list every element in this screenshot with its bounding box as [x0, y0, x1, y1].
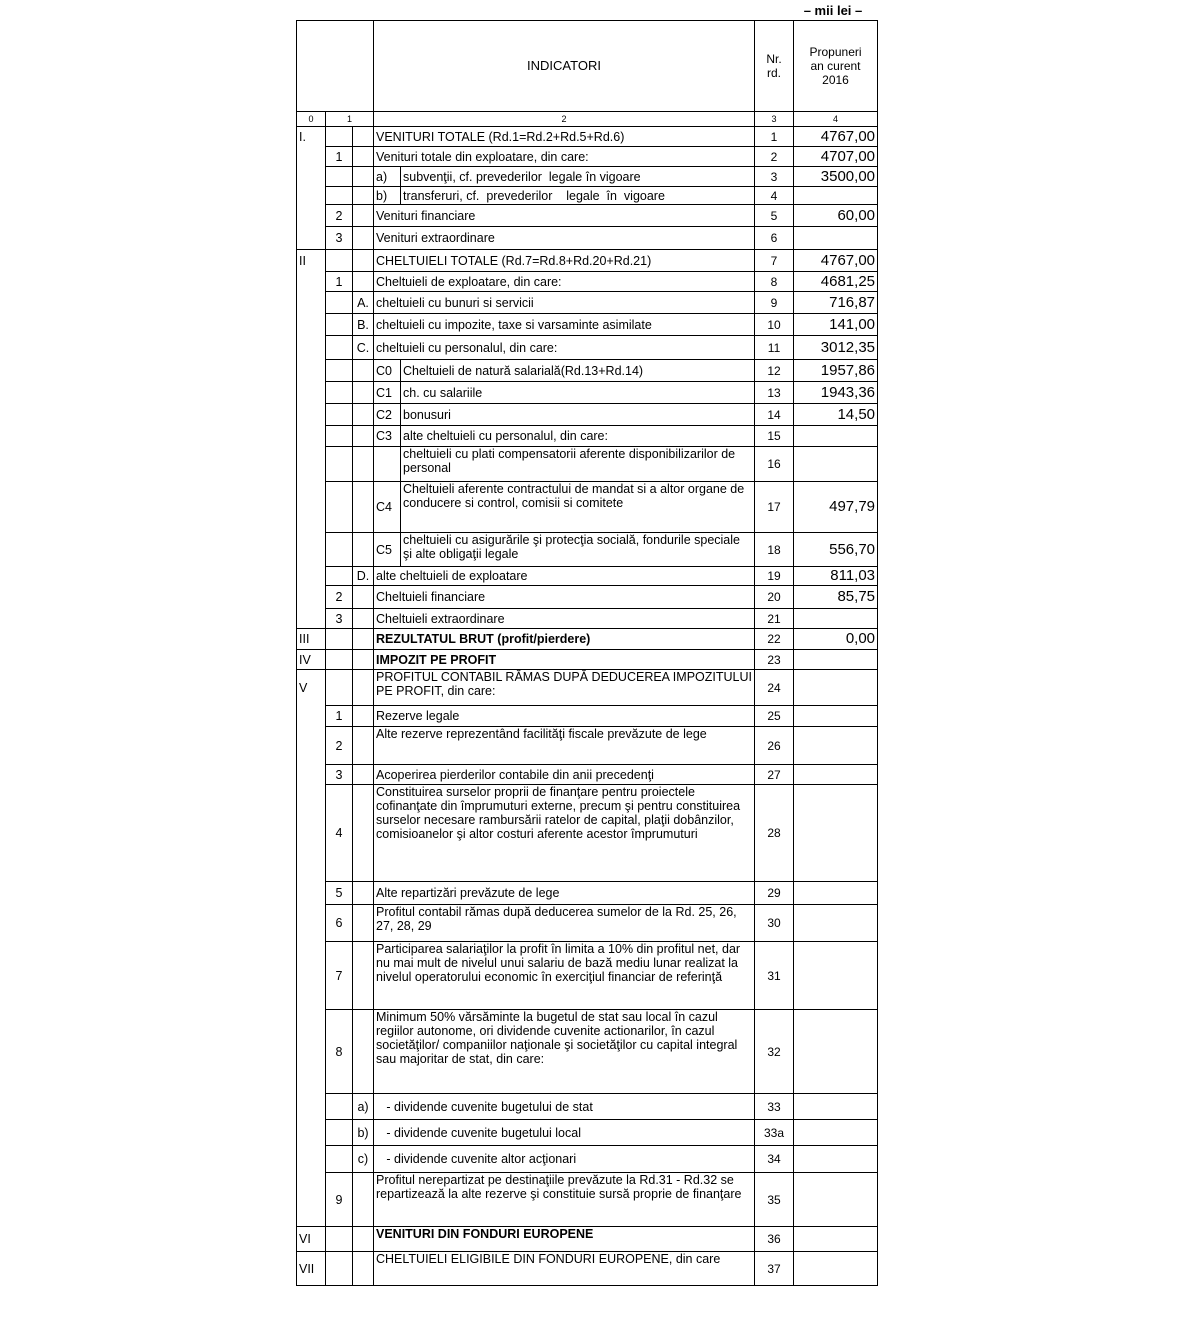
row-indicator-text: IMPOZIT PE PROFIT [374, 650, 755, 670]
row-letter-blank [353, 227, 374, 250]
row-number: 24 [755, 670, 794, 706]
row-letter-blank [353, 586, 374, 609]
row-roman-number [297, 205, 326, 227]
row-roman-number: II [297, 250, 326, 272]
row-letter-blank [353, 205, 374, 227]
row-value [794, 1252, 878, 1286]
row-subsection-number [326, 482, 353, 533]
row-subsection-number: 9 [326, 1173, 353, 1227]
row-value [794, 670, 878, 706]
row-roman-number: III [297, 629, 326, 650]
row-number: 35 [755, 1173, 794, 1227]
header-propuneri: Propuneri an curent 2016 [794, 21, 878, 112]
row-indicator-text: - dividende cuvenite bugetului de stat [374, 1094, 755, 1120]
row-indicator-text: alte cheltuieli de exploatare [374, 567, 755, 586]
row-letter [353, 404, 374, 426]
row-value: 556,70 [794, 533, 878, 567]
row-number: 22 [755, 629, 794, 650]
row-subsection-number [326, 567, 353, 586]
row-roman-number [297, 1146, 326, 1173]
row-roman-number: VII [297, 1252, 326, 1286]
header-nr-rd: Nr. rd. [755, 21, 794, 112]
table-row [297, 292, 878, 314]
row-subsection-number [326, 127, 353, 147]
row-number: 6 [755, 227, 794, 250]
budget-table-body [297, 21, 878, 1286]
row-indicator-text: PROFITUL CONTABIL RĂMAS DUPĂ DEDUCEREA IMPOZITULUI PE PROFIT, din care: [374, 670, 755, 706]
row-subsection-number [326, 404, 353, 426]
row-letter-blank [353, 629, 374, 650]
row-indicator-text: Cheltuieli de exploatare, din care: [374, 272, 755, 292]
row-roman-number: V [297, 670, 326, 706]
row-number: 30 [755, 905, 794, 942]
row-subsection-number: 3 [326, 765, 353, 785]
row-sub-code: C3 [374, 426, 401, 447]
row-indicator-text: Profitul contabil rămas după deducerea sumelor de la Rd. 25, 26, 27, 28, 29 [374, 905, 755, 942]
row-number: 7 [755, 250, 794, 272]
row-value [794, 706, 878, 727]
row-indicator-text: cheltuieli cu bunuri si servicii [374, 292, 755, 314]
row-value [794, 447, 878, 482]
row-sub-code: C4 [374, 482, 401, 533]
row-indicator-text: Minimum 50% vărsăminte la bugetul de stat sau local în cazul regiilor autonome, ori dividende cuvenite actionarilor, în cazul societăţilor/ companiilor naţionale şi societăţilor cu capital integral sau majoritar de stat, din care: [374, 1010, 755, 1094]
row-value: 4767,00 [794, 250, 878, 272]
row-subsection-number [326, 426, 353, 447]
row-subsection-number: 2 [326, 205, 353, 227]
row-number: 34 [755, 1146, 794, 1173]
row-number: 31 [755, 942, 794, 1010]
row-subsection-number [326, 629, 353, 650]
table-row [297, 1146, 878, 1173]
row-roman-number [297, 727, 326, 765]
row-number: 12 [755, 360, 794, 382]
row-value [794, 765, 878, 785]
row-roman-number [297, 314, 326, 336]
row-roman-number [297, 167, 326, 187]
row-value [794, 227, 878, 250]
row-subsection-number [326, 447, 353, 482]
row-letter-blank [353, 1227, 374, 1252]
table-row [297, 785, 878, 882]
row-letter-blank [353, 609, 374, 629]
row-letter-blank [353, 250, 374, 272]
row-indicator-text: ch. cu salariile [401, 382, 755, 404]
row-indicator-text: subvenţii, cf. prevederilor legale în vigoare [401, 167, 755, 187]
row-subsection-number [326, 533, 353, 567]
row-letter-blank [353, 727, 374, 765]
row-value [794, 187, 878, 205]
table-row [297, 629, 878, 650]
row-number: 18 [755, 533, 794, 567]
table-row [297, 533, 878, 567]
row-subsection-number [326, 167, 353, 187]
row-value: 0,00 [794, 629, 878, 650]
row-letter [353, 426, 374, 447]
row-number: 36 [755, 1227, 794, 1252]
row-value: 4707,00 [794, 147, 878, 167]
row-roman-number [297, 336, 326, 360]
row-sub-code: C1 [374, 382, 401, 404]
row-roman-number [297, 765, 326, 785]
row-number: 10 [755, 314, 794, 336]
row-number: 20 [755, 586, 794, 609]
row-roman-number [297, 147, 326, 167]
row-value: 4767,00 [794, 127, 878, 147]
row-indicator-text: Venituri financiare [374, 205, 755, 227]
column-index: 3 [755, 112, 794, 127]
table-row [297, 609, 878, 629]
row-value: 3012,35 [794, 336, 878, 360]
row-value [794, 942, 878, 1010]
row-indicator-text: cheltuieli cu personalul, din care: [374, 336, 755, 360]
row-roman-number: I. [297, 127, 326, 147]
row-number: 9 [755, 292, 794, 314]
row-letter-blank [353, 147, 374, 167]
table-row [297, 882, 878, 905]
table-row [297, 426, 878, 447]
header-blank [353, 21, 374, 112]
row-roman-number [297, 447, 326, 482]
row-subsection-number [326, 1094, 353, 1120]
table-row [297, 1120, 878, 1146]
row-roman-number [297, 272, 326, 292]
unit-label: – mii lei – [803, 3, 863, 18]
row-indicator-text: Cheltuieli aferente contractului de mandat si a altor organe de conducere si control, comisii si comitete [401, 482, 755, 533]
row-letter-blank [353, 670, 374, 706]
budget-table [296, 20, 878, 1286]
row-number: 21 [755, 609, 794, 629]
row-letter: D. [353, 567, 374, 586]
row-roman-number [297, 785, 326, 882]
row-number: 27 [755, 765, 794, 785]
table-row [297, 447, 878, 482]
row-letter-blank [353, 650, 374, 670]
row-subsection-number [326, 336, 353, 360]
row-indicator-text: cheltuieli cu plati compensatorii aferente disponibilizarilor de personal [401, 447, 755, 482]
row-subsection-number: 1 [326, 272, 353, 292]
row-value: 60,00 [794, 205, 878, 227]
row-letter-blank [353, 272, 374, 292]
row-letter: b) [374, 187, 401, 205]
row-roman-number [297, 1173, 326, 1227]
table-row [297, 205, 878, 227]
row-subsection-number: 2 [326, 586, 353, 609]
row-roman-number [297, 292, 326, 314]
row-roman-number [297, 1010, 326, 1094]
row-value [794, 1094, 878, 1120]
row-letter-blank [353, 1252, 374, 1286]
row-indicator-text: - dividende cuvenite bugetului local [374, 1120, 755, 1146]
row-value [794, 1227, 878, 1252]
row-value [794, 650, 878, 670]
row-roman-number [297, 1120, 326, 1146]
table-row [297, 360, 878, 382]
row-indicator-text: Profitul nerepartizat pe destinaţiile prevăzute la Rd.31 - Rd.32 se repartizează la alte rezerve şi constituie sursă proprie de finanţare [374, 1173, 755, 1227]
row-subsection-number [326, 1120, 353, 1146]
header-blank [326, 21, 353, 112]
table-row [297, 272, 878, 292]
row-indicator-text: CHELTUIELI TOTALE (Rd.7=Rd.8+Rd.20+Rd.21) [374, 250, 755, 272]
row-letter-blank [353, 127, 374, 147]
row-subsection-number [326, 650, 353, 670]
table-row [297, 404, 878, 426]
row-value [794, 1010, 878, 1094]
row-number: 37 [755, 1252, 794, 1286]
table-row [297, 765, 878, 785]
row-roman-number [297, 227, 326, 250]
row-roman-number [297, 609, 326, 629]
row-indicator-text: Cheltuieli extraordinare [374, 609, 755, 629]
row-indicator-text: transferuri, cf. prevederilor legale în vigoare [401, 187, 755, 205]
row-value: 85,75 [794, 586, 878, 609]
table-row [297, 250, 878, 272]
row-number: 11 [755, 336, 794, 360]
row-roman-number [297, 567, 326, 586]
row-number: 15 [755, 426, 794, 447]
row-subsection-number: 1 [326, 147, 353, 167]
row-value [794, 1146, 878, 1173]
row-value: 497,79 [794, 482, 878, 533]
table-row [297, 1252, 878, 1286]
row-letter-blank [353, 1010, 374, 1094]
row-subsection-number [326, 1227, 353, 1252]
row-roman-number [297, 942, 326, 1010]
table-row [297, 727, 878, 765]
row-sub-code: C0 [374, 360, 401, 382]
header-blank [297, 21, 326, 112]
table-row [297, 567, 878, 586]
table-row [297, 670, 878, 706]
row-letter: b) [353, 1120, 374, 1146]
row-subsection-number: 3 [326, 227, 353, 250]
row-letter [353, 533, 374, 567]
table-row [297, 905, 878, 942]
row-value [794, 905, 878, 942]
row-indicator-text: Rezerve legale [374, 706, 755, 727]
row-value [794, 1120, 878, 1146]
header-row [297, 21, 878, 112]
row-number: 28 [755, 785, 794, 882]
row-value: 3500,00 [794, 167, 878, 187]
row-number: 2 [755, 147, 794, 167]
row-indicator-text: cheltuieli cu impozite, taxe si varsaminte asimilate [374, 314, 755, 336]
row-subsection-number [326, 670, 353, 706]
row-number: 23 [755, 650, 794, 670]
row-roman-number [297, 1094, 326, 1120]
table-row [297, 382, 878, 404]
table-row [297, 1010, 878, 1094]
row-letter [353, 360, 374, 382]
row-value: 14,50 [794, 404, 878, 426]
column-index: 0 [297, 112, 326, 127]
row-number: 26 [755, 727, 794, 765]
row-indicator-text: Venituri totale din exploatare, din care: [374, 147, 755, 167]
row-value [794, 1173, 878, 1227]
row-letter-blank [353, 942, 374, 1010]
row-roman-number [297, 360, 326, 382]
row-value [794, 609, 878, 629]
table-row [297, 586, 878, 609]
row-subsection-number [326, 314, 353, 336]
row-subsection-number: 6 [326, 905, 353, 942]
row-subsection-number: 3 [326, 609, 353, 629]
row-indicator-text: cheltuieli cu asigurările şi protecţia socială, fondurile speciale şi alte obligaţii legale [401, 533, 755, 567]
table-row [297, 1173, 878, 1227]
row-roman-number [297, 882, 326, 905]
row-number: 29 [755, 882, 794, 905]
row-indicator-text: Participarea salariaţilor la profit în limita a 10% din profitul net, dar nu mai mult de nivelul unui salariu de bază mediu lunar realizat la nivelul operatorului economic în exerciţiul financiar de referinţă [374, 942, 755, 1010]
row-indicator-text: - dividende cuvenite altor acţionari [374, 1146, 755, 1173]
table-row [297, 1094, 878, 1120]
table-row [297, 1227, 878, 1252]
row-letter: a) [374, 167, 401, 187]
row-indicator-text: REZULTATUL BRUT (profit/pierdere) [374, 629, 755, 650]
table-row [297, 147, 878, 167]
row-number: 17 [755, 482, 794, 533]
column-index: 4 [794, 112, 878, 127]
row-subsection-number [326, 1146, 353, 1173]
row-roman-number [297, 905, 326, 942]
row-letter-blank [353, 167, 374, 187]
row-indicator-text: VENITURI DIN FONDURI EUROPENE [374, 1227, 755, 1252]
row-number: 8 [755, 272, 794, 292]
row-number: 3 [755, 167, 794, 187]
row-number: 13 [755, 382, 794, 404]
row-letter: C. [353, 336, 374, 360]
row-roman-number [297, 382, 326, 404]
row-indicator-text: Acoperirea pierderilor contabile din anii precedenţi [374, 765, 755, 785]
row-letter [353, 482, 374, 533]
row-subsection-number: 7 [326, 942, 353, 1010]
row-number: 33 [755, 1094, 794, 1120]
row-indicator-text: VENITURI TOTALE (Rd.1=Rd.2+Rd.5+Rd.6) [374, 127, 755, 147]
table-row [297, 336, 878, 360]
row-letter-blank [353, 706, 374, 727]
row-indicator-text: CHELTUIELI ELIGIBILE DIN FONDURI EUROPENE, din care [374, 1252, 755, 1286]
row-letter [353, 447, 374, 482]
row-number: 4 [755, 187, 794, 205]
row-letter: B. [353, 314, 374, 336]
row-subsection-number: 1 [326, 706, 353, 727]
row-subsection-number [326, 382, 353, 404]
row-indicator-text: Venituri extraordinare [374, 227, 755, 250]
row-value: 1943,36 [794, 382, 878, 404]
row-letter-blank [353, 765, 374, 785]
table-row [297, 650, 878, 670]
row-subsection-number: 5 [326, 882, 353, 905]
column-index: 2 [374, 112, 755, 127]
row-roman-number [297, 187, 326, 205]
row-subsection-number [326, 187, 353, 205]
row-value: 4681,25 [794, 272, 878, 292]
table-row [297, 482, 878, 533]
row-value: 1957,86 [794, 360, 878, 382]
row-sub-code: C2 [374, 404, 401, 426]
row-subsection-number: 4 [326, 785, 353, 882]
row-roman-number [297, 404, 326, 426]
table-row [297, 706, 878, 727]
row-roman-number [297, 426, 326, 447]
row-value [794, 785, 878, 882]
row-value [794, 727, 878, 765]
row-roman-number [297, 706, 326, 727]
row-subsection-number: 2 [326, 727, 353, 765]
row-indicator-text: Cheltuieli financiare [374, 586, 755, 609]
row-indicator-text: Constituirea surselor proprii de finanţare pentru proiectele cofinanţate din împrumuturi externe, precum şi pentru constituirea surselor necesare rambursării ratelor de capital, plaţii dobânzilor, comisioanelor şi altor costuri aferente acestor împrumuturi [374, 785, 755, 882]
row-number: 1 [755, 127, 794, 147]
table-row [297, 942, 878, 1010]
row-indicator-text: Cheltuieli de natură salarială(Rd.13+Rd.14) [401, 360, 755, 382]
row-letter-blank [353, 187, 374, 205]
row-subsection-number: 8 [326, 1010, 353, 1094]
row-number: 14 [755, 404, 794, 426]
table-row [297, 314, 878, 336]
row-value [794, 426, 878, 447]
row-indicator-text: alte cheltuieli cu personalul, din care: [401, 426, 755, 447]
row-number: 32 [755, 1010, 794, 1094]
row-letter-blank [353, 1173, 374, 1227]
row-value [794, 882, 878, 905]
row-value: 811,03 [794, 567, 878, 586]
row-sub-code [374, 447, 401, 482]
row-roman-number [297, 533, 326, 567]
row-letter-blank [353, 882, 374, 905]
row-number: 25 [755, 706, 794, 727]
column-index: 1 [326, 112, 374, 127]
row-sub-code: C5 [374, 533, 401, 567]
row-roman-number: IV [297, 650, 326, 670]
row-subsection-number [326, 360, 353, 382]
row-value: 141,00 [794, 314, 878, 336]
row-letter-blank [353, 905, 374, 942]
row-roman-number [297, 482, 326, 533]
row-letter: A. [353, 292, 374, 314]
table-row [297, 227, 878, 250]
row-number: 5 [755, 205, 794, 227]
row-subsection-number [326, 292, 353, 314]
table-row [297, 167, 878, 187]
row-indicator-text: Alte rezerve reprezentând facilităţi fiscale prevăzute de lege [374, 727, 755, 765]
column-index-row [297, 112, 878, 127]
row-letter-blank [353, 785, 374, 882]
row-number: 19 [755, 567, 794, 586]
row-subsection-number [326, 1252, 353, 1286]
header-indicatori: INDICATORI [374, 21, 755, 112]
row-roman-number [297, 586, 326, 609]
row-letter [353, 382, 374, 404]
row-value: 716,87 [794, 292, 878, 314]
row-letter: a) [353, 1094, 374, 1120]
row-indicator-text: Alte repartizări prevăzute de lege [374, 882, 755, 905]
row-subsection-number [326, 250, 353, 272]
row-roman-number: VI [297, 1227, 326, 1252]
table-row [297, 127, 878, 147]
table-row [297, 187, 878, 205]
row-number: 33a [755, 1120, 794, 1146]
row-number: 16 [755, 447, 794, 482]
row-letter: c) [353, 1146, 374, 1173]
row-indicator-text: bonusuri [401, 404, 755, 426]
